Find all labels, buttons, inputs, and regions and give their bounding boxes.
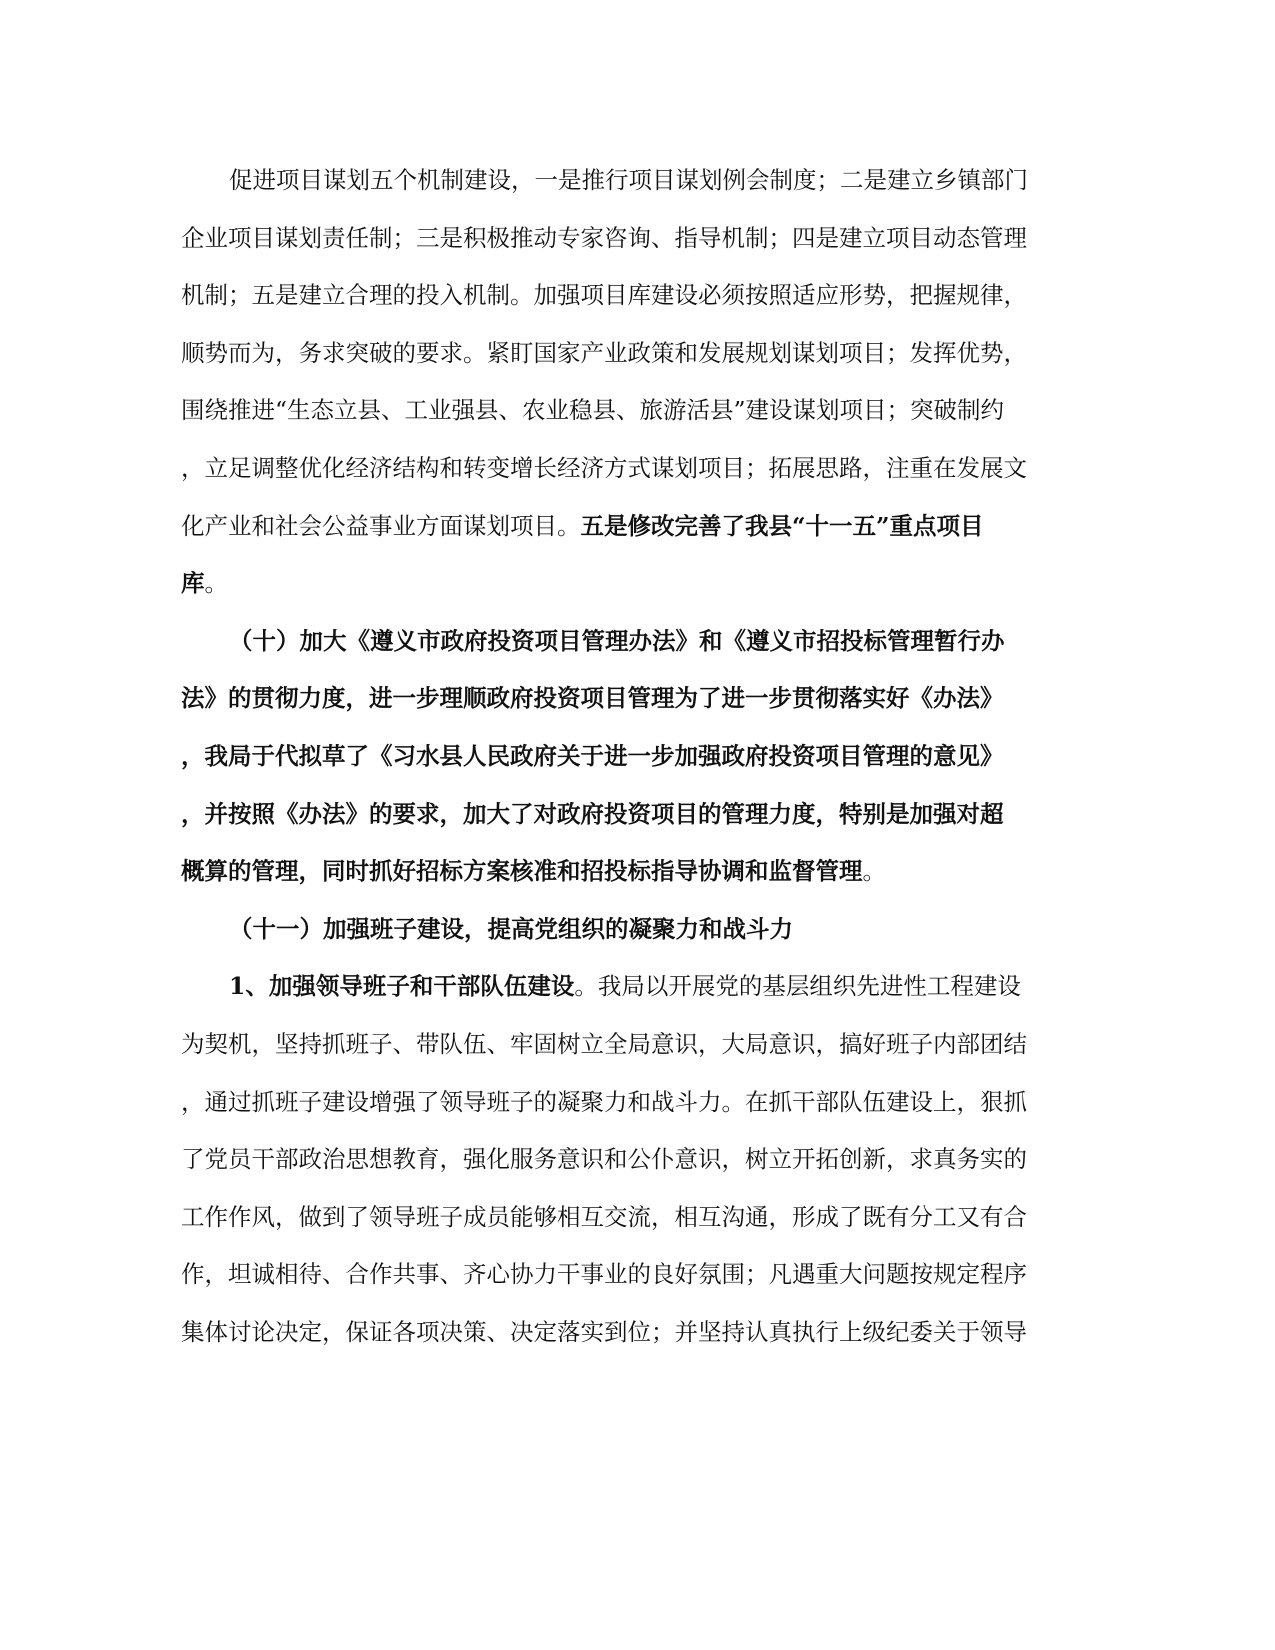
section-heading [181,613,1087,671]
bold-text-run: 1、加强领导班子和干部队伍建设 [229,972,575,1001]
text-line [181,786,1087,844]
document-page [181,152,1087,1361]
bold-text-run: 法》的贯彻力度，进一步理顺政府投资项目管理为了进一步贯彻落实好《办法》 [181,684,1004,713]
text-line: 作，坦诚相待、合作共事、齐心协力干事业的良好氛围；凡遇重大问题按规定程序 [181,1260,1027,1289]
text-line: 为契机，坚持抓班子、带队伍、牢固树立全局意识，大局意识，搞好班子内部团结 [181,1029,1027,1058]
text-line: ，立足调整优化经济结构和转变增长经济方式谋划项目；拓展思路，注重在发展文 [181,453,1027,482]
text-line [181,843,1087,901]
text-line [181,498,1087,556]
bold-text-run: （十一）加强班子建设，提高党组织的凝聚力和战斗力 [229,914,793,943]
bold-text-run: 概算的管理，同时抓好招标方案核准和招投标指导协调和监督管理 [181,857,863,886]
text-line [181,670,1087,728]
text-line: 了党员干部政治思想教育，强化服务意识和公仆意识，树立开拓创新，求真务实的 [181,1145,1027,1174]
text-run: 化产业和社会公益事业方面谋划项目。 [181,511,581,540]
text-line: 机制；五是建立合理的投入机制。加强项目库建设必须按照适应形势，把握规律， [181,281,1027,310]
bold-text-run: （十）加大《遵义市政府投资项目管理办法》和《遵义市招投标管理暂行办 [229,626,1005,655]
section-heading [181,901,1087,959]
text-line [181,555,1087,613]
bold-text-run: 五是修改完善了我县“十一五”重点项目 [580,511,984,540]
bold-text-run: ，并按照《办法》的要求，加大了对政府投资项目的管理力度，特别是加强对超 [181,799,1004,828]
text-line: 促进项目谋划五个机制建设，一是推行项目谋划例会制度；二是建立乡镇部门 [229,166,1028,194]
bold-text-run: 库 [181,569,205,598]
text-line: 工作作风，做到了领导班子成员能够相互交流，相互沟通，形成了既有分工又有合 [181,1202,1027,1231]
text-line: 围绕推进“生态立县、工业强县、农业稳县、旅游活县”建设谋划项目；突破制约 [181,396,1005,425]
bold-text-run: ，我局于代拟草了《习水县人民政府关于进一步加强政府投资项目管理的意见》 [181,741,1004,770]
text-line: 顺势而为，务求突破的要求。紧盯国家产业政策和发展规划谋划项目；发挥优势， [181,338,1027,367]
text-line [181,958,1087,1016]
text-run: 。 [204,569,228,598]
text-line: 企业项目谋划责任制；三是积极推动专家咨询、指导机制；四是建立项目动态管理 [181,223,1027,252]
text-line: 集体讨论决定，保证各项决策、决定落实到位；并坚持认真执行上级纪委关于领导 [181,1317,1027,1346]
text-line: ，通过抓班子建设增强了领导班子的凝聚力和战斗力。在抓干部队伍建设上，狠抓 [181,1087,1027,1116]
text-run: 。我局以开展党的基层组织先进性工程建设 [574,972,1021,1001]
text-run: 。 [862,857,886,886]
text-line [181,728,1087,786]
